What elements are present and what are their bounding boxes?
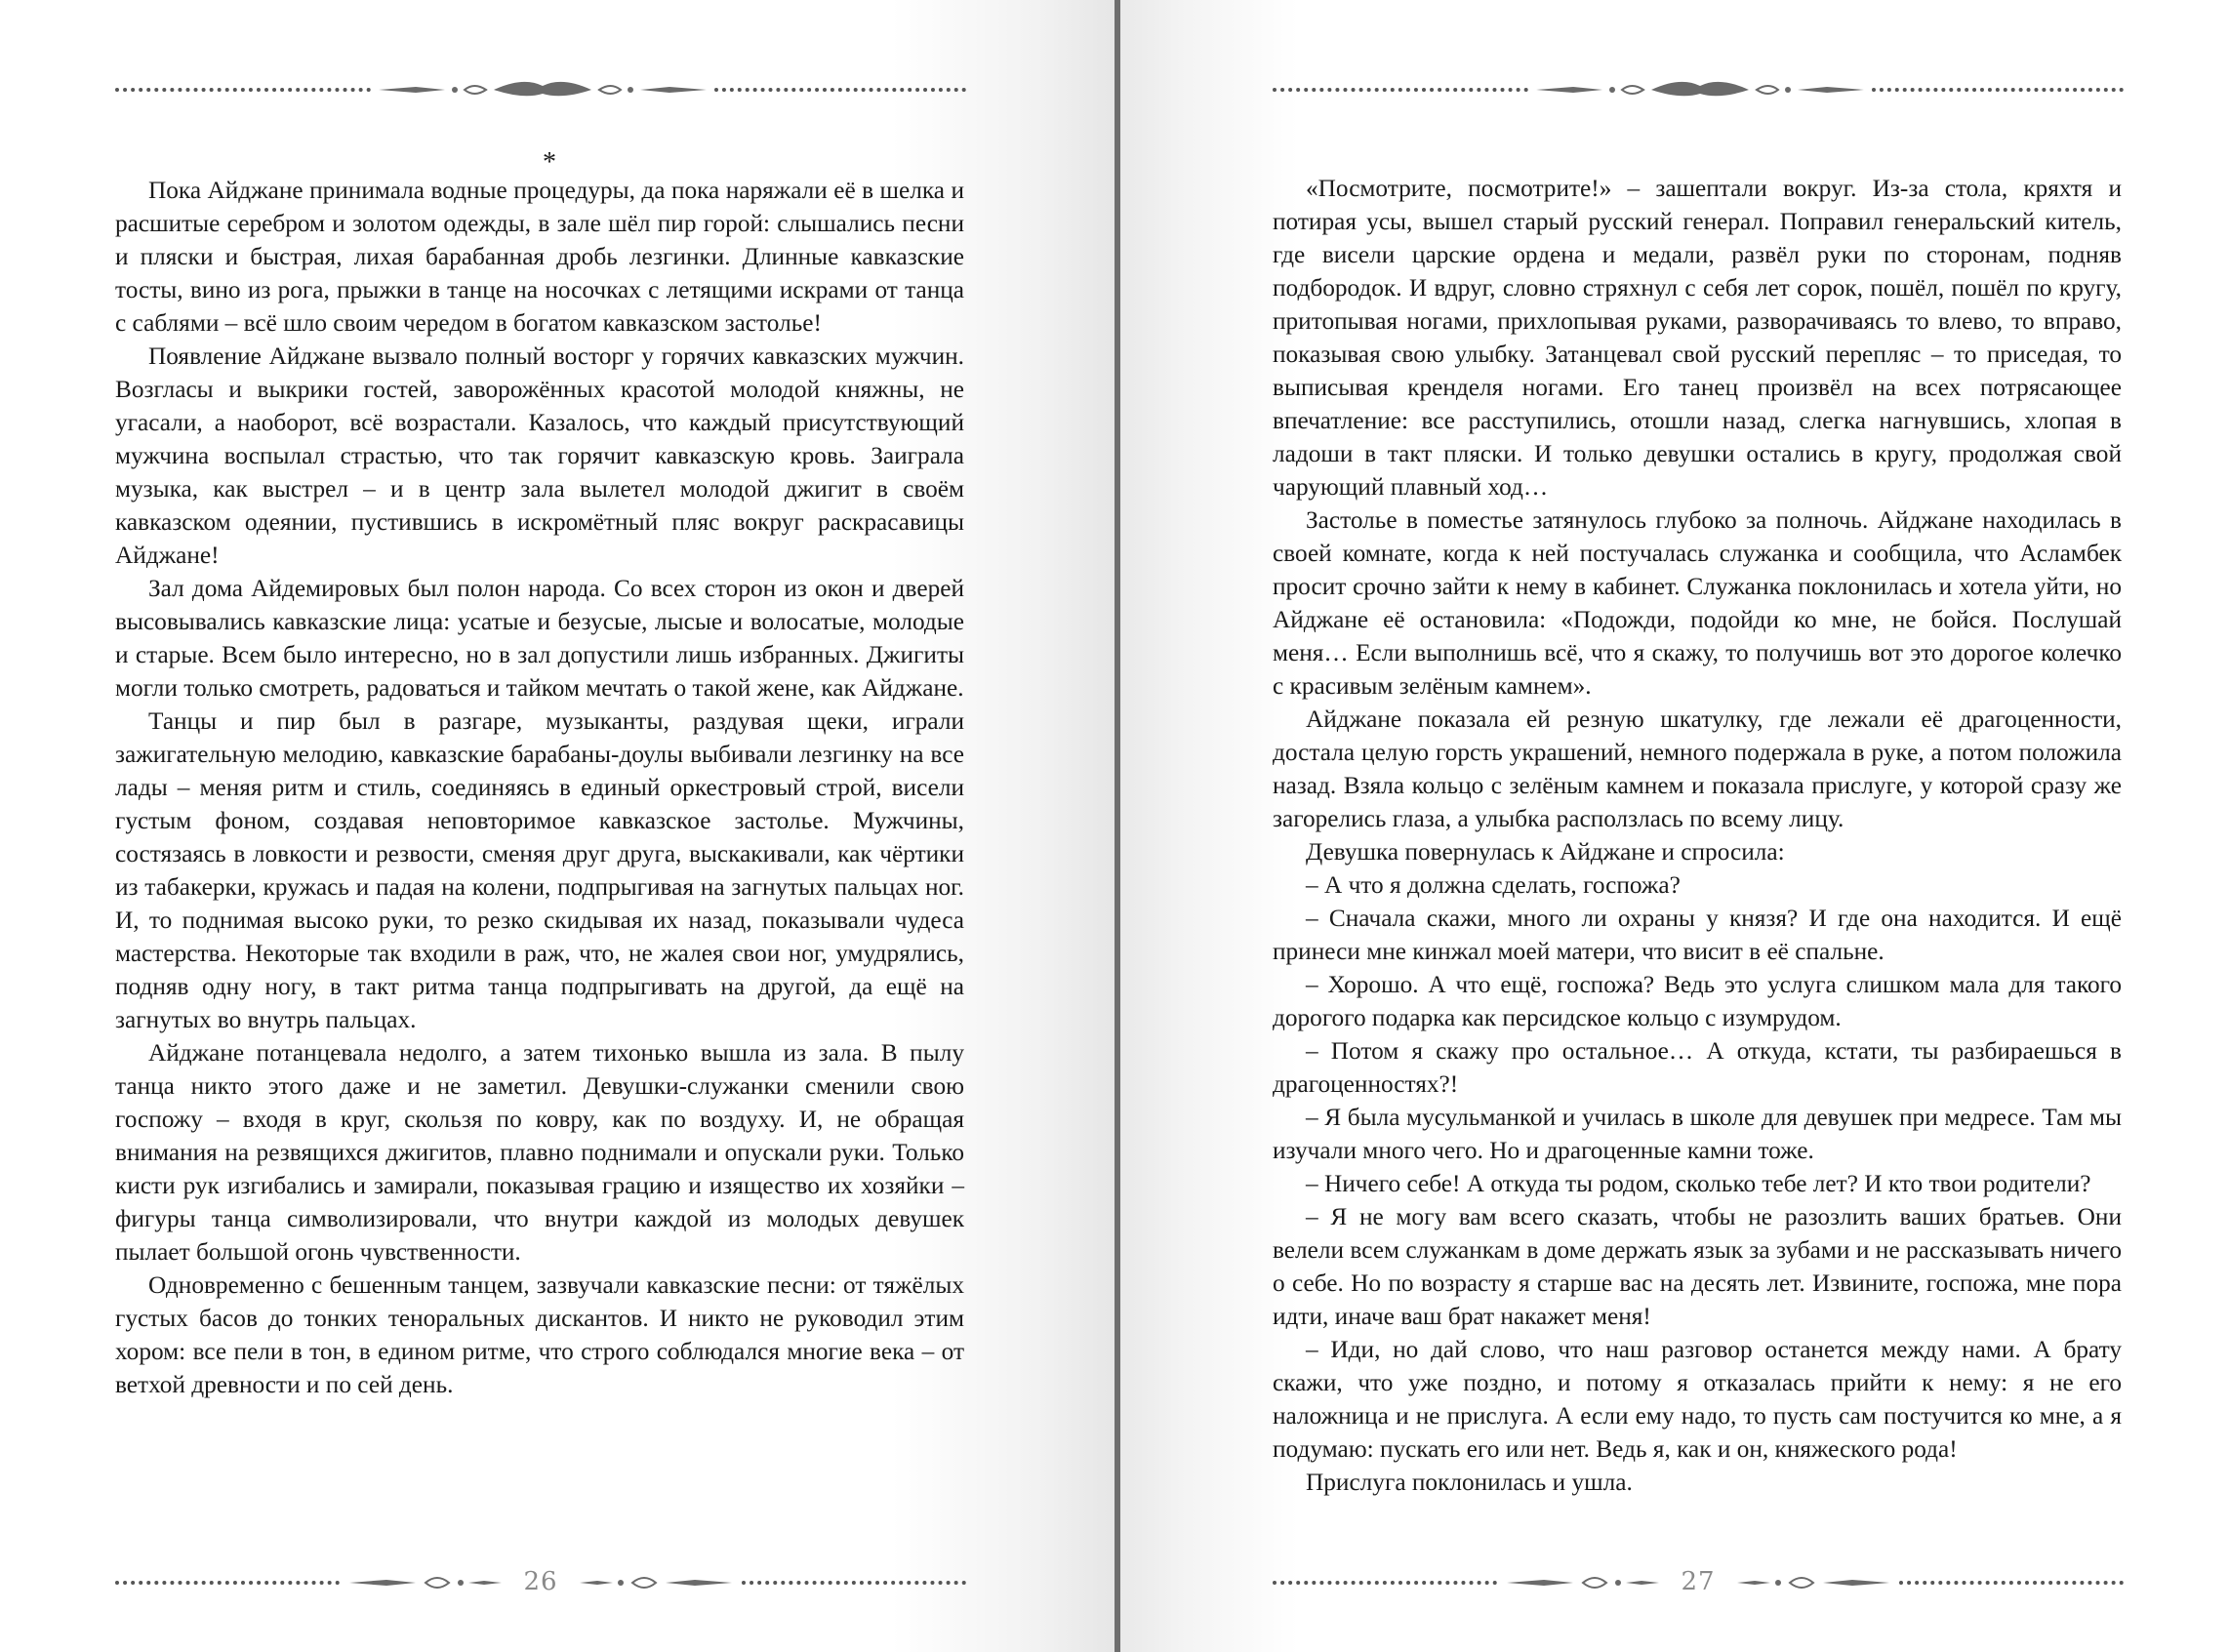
dialogue-line: – Иди, но дай слово, что наш разговор останется между нами. А брату скажи, что уже поздно, и потому я отказалась прийти к нему: я не его наложница и не прислуга. А если ему надо, то пусть сам постучится ко мне, а я подумаю: пускать его или нет. Ведь я, как и он, княжеского рода! — [1273, 1336, 2122, 1463]
dialogue-line: – Я не могу вам всего сказать, чтобы не разозлить ваших братьев. Они велели всем служанкам в доме держать язык за зубами и не рассказывать ничего о себе. Но по возрасту я старше вас на десять лет. Извините, госпожа, мне пора идти, иначе ваш брат накажет меня! — [1273, 1203, 2122, 1330]
flourish-ornament-icon — [1735, 1571, 1891, 1594]
dialogue-line: – Я была мусульманкой и училась в школе для девушек при медресе. Там мы изучали много чего. Но и драгоценные камни тоже. — [1273, 1104, 2122, 1164]
flourish-ornament-icon — [1505, 1571, 1661, 1594]
flourish-ornament-icon — [377, 78, 709, 101]
flourish-ornament-icon — [347, 1571, 504, 1594]
footer-ornament — [1273, 1567, 2124, 1596]
dialogue-line: – Хорошо. А что ещё, госпожа? Ведь это услуга слишком мала для такого дорогого подарка как персидское кольцо с изумрудом. — [1273, 971, 2122, 1031]
flourish-ornament-icon — [1534, 78, 1866, 101]
dialogue-line: – А что я должна сделать, госпожа? — [1306, 871, 1681, 899]
dialogue-line: – Ничего себе! А откуда ты родом, сколько тебе лет? И кто твои родители? — [1306, 1170, 2091, 1197]
right-page-text — [1273, 172, 2122, 1499]
page-number: 26 — [523, 1567, 558, 1596]
footer-ornament — [115, 1567, 966, 1596]
left-page — [0, 0, 1114, 1652]
paragraph: Одновременно с бешенным танцем, зазвучали кавказские песни: от тяжёлых густых басов до тонких теноральных дискантов. И никто не руководил этим хором: все пели в тон, в едином ритме, что строго соблюдался многие века – от ветхой древности и по сей день. — [115, 1271, 964, 1398]
paragraph: Зал дома Айдемировых был полон народа. Со всех сторон из окон и дверей высовывались кавказские лица: усатые и безусые, лысые и волосатые, молодые и старые. Всем было интересно, но в зал допустили лишь избранных. Джигиты могли только смотреть, радоваться и тайком мечтать о такой жене, как Айджане. — [115, 575, 964, 702]
paragraph: Пока Айджане принимала водные процедуры, да пока наряжали её в шелка и расшитые серебром и золотом одежды, в зале шёл пир горой: слышались песни и пляски и быстрая, лихая барабанная дробь лезгинки. Длинные кавказские тосты, вино из рога, прыжки в танце на носочках с летящими искрами от танца с саблями – всё шло своим чередом в богатом кавказском застолье! — [115, 177, 964, 337]
paragraph: «Посмотрите, посмотрите!» – зашептали вокруг. Из-за стола, кряхтя и потирая усы, вышел старый русский генерал. Поправил генеральский китель, где висели царские ордена и медали, развёл руки по сторонам, подняв подбородок. И вдруг, словно стряхнул с себя лет сорок, пошёл, пошёл по кругу, притопывая ногами, прихлопывая руками, разворачиваясь то влево, то вправо, показывая свою улыбку. Затанцевал свой русский перепляс – то приседая, то выписывая кренделя ногами. Его танец произвёл на всех потрясающее впечатление: все расступились, отошли назад, слегка нагнувшись, хлопая в ладоши в такт пляски. И только девушки остались в кругу, продолжая свой чарующий плавный ход… — [1273, 175, 2122, 501]
dialogue-line: – Сначала скажи, много ли охраны у князя? И где она находится. И ещё принеси мне кинжал моей матери, что висит в её спальне. — [1273, 905, 2122, 965]
section-separator: * — [543, 147, 556, 178]
paragraph: Прислуга поклонилась и ушла. — [1306, 1469, 1633, 1496]
paragraph: Появление Айджане вызвало полный восторг у горячих кавказских мужчин. Возгласы и выкрики гостей, заворожённых красотой молодой княжны, не угасали, а наоборот, всё возрастали. Казалось, что каждый присутствующий мужчина воспылал страстью, что так горячит кавказскую кровь. Заиграла музыка, как выстрел – и в центр зала вылетел молодой джигит в своём кавказском одеянии, пустившись в искромётный пляс вокруг раскрасавицы Айджане! — [115, 342, 964, 569]
right-page — [1120, 0, 2229, 1652]
left-page-text — [115, 147, 964, 1401]
paragraph: Айджане показала ей резную шкатулку, где лежали её драгоценности, достала целую горсть украшений, немного подержала в руке, а потом положила назад. Взяла кольцо с зелёным камнем и показала прислуге, у которой сразу же загорелись глаза, а улыбка расползлась по всему лицу. — [1273, 705, 2122, 832]
paragraph: Застолье в поместье затянулось глубоко за полночь. Айджане находилась в своей комнате, когда к ней постучалась служанка и сообщила, что Асламбек просит срочно зайти к нему в кабинет. Служанка поклонилась и хотела уйти, но Айджане её остановила: «Подожди, подойди ко мне, не бойся. Послушай меня… Если выполнишь всё, что я скажу, то получишь вот это дорогое колечко с красивым зелёным камнем». — [1273, 506, 2122, 700]
paragraph: Танцы и пир был в разгаре, музыканты, раздувая щеки, играли зажигательную мелодию, кавказские барабаны-доулы выбивали лезгинку на все лады – меняя ритм и стиль, соединяясь в единый оркестровый строй, висели густым фоном, создавая неповторимое кавказское застолье. Мужчины, состязаясь в ловкости и резвости, сменяя друг друга, выскакивали, как чёртики из табакерки, кружась и падая на колени, подпрыгивая на загнутых пальцах ног. И, то поднимая высоко руки, то резко скидывая их назад, показывали чудеса мастерства. Некоторые так входили в раж, что, не жалея свои ног, умудрялись, подняв одну ногу, в такт ритма танца подпрыгивать на другой, да ещё на загнутых во внутрь пальцах. — [115, 707, 964, 1033]
dialogue-line: – Потом я скажу про остальное… А откуда, кстати, ты разбираешься в драгоценностях?! — [1273, 1037, 2122, 1098]
flourish-ornament-icon — [578, 1571, 734, 1594]
page-number: 27 — [1681, 1567, 1716, 1596]
paragraph: Девушка повернулась к Айджане и спросила: — [1306, 838, 1785, 866]
header-ornament — [115, 78, 966, 101]
paragraph: Айджане потанцевала недолго, а затем тихонько вышла из зала. В пылу танца никто этого даже и не заметил. Девушки-служанки сменили свою госпожу – входя в круг, скользя по ковру, как по воздуху. И, не обращая внимания на резвящихся джигитов, плавно поднимали и опускали руки. Только кисти рук изгибались и замирали, показывая грацию и изящество их хозяйки – фигуры танца символизировали, что внутри каждой из молодых девушек пылает большой огонь чувственности. — [115, 1039, 964, 1266]
header-ornament — [1273, 78, 2124, 101]
